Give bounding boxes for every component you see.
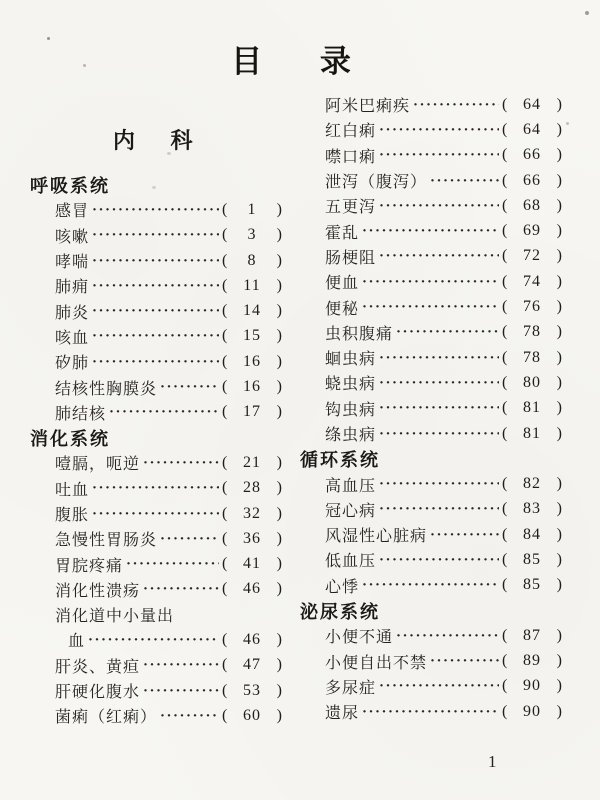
page-title: 目 录 — [231, 44, 353, 79]
toc-entry — [300, 168, 562, 193]
toc-entry-title: 咳血 — [55, 329, 90, 347]
toc-entry-title: 便血 — [325, 275, 360, 293]
toc-entry-page: ( 64 ) — [502, 120, 562, 138]
toc-entry-title: 低血压 — [325, 553, 377, 571]
dot-leader — [362, 703, 499, 721]
toc-entry-page: ( 82 ) — [502, 475, 562, 493]
toc-entry-title: 腹胀 — [55, 507, 90, 524]
toc-section-heading: 循环系统 — [300, 449, 380, 470]
dot-leader — [379, 197, 499, 215]
dot-leader — [379, 475, 499, 493]
toc-entry-title: 急慢性胃肠炎 — [55, 532, 158, 550]
dot-leader — [430, 526, 499, 544]
toc-entry-page-number: 78 — [523, 348, 541, 366]
toc-entry-page-number: 80 — [523, 373, 541, 391]
toc-entry — [300, 699, 562, 724]
toc-entry-page: ( 76 ) — [502, 298, 562, 316]
toc-entry-title: 小便自出不禁 — [325, 654, 428, 672]
dot-leader — [126, 555, 219, 573]
dot-leader — [379, 425, 499, 443]
toc-entry-page: ( 66 ) — [502, 171, 562, 189]
toc-entry-title: 阿米巴痢疾 — [325, 98, 411, 116]
toc-entry-title: 红白痢 — [325, 123, 377, 141]
toc-entry-page: ( 87 ) — [502, 626, 562, 644]
toc-entry — [300, 345, 562, 370]
toc-entry-page: ( 64 ) — [502, 95, 562, 113]
toc-entry-title: 菌痢（红痢） — [55, 709, 158, 727]
toc-entry — [300, 396, 562, 421]
toc-entry-page: ( 53 ) — [222, 681, 282, 699]
toc-entry-title: 心悸 — [325, 578, 360, 596]
dot-leader — [92, 353, 219, 371]
dot-leader — [362, 576, 499, 594]
scan-speckle — [47, 37, 50, 40]
toc-entry-title: 肝炎、黄疸 — [55, 658, 141, 676]
toc-entry-page: ( 81 ) — [502, 424, 562, 442]
toc-entry — [300, 547, 562, 572]
toc-entry — [300, 92, 562, 117]
toc-entry-page-number: 78 — [523, 323, 541, 341]
toc-entry-title: 吐血 — [55, 481, 90, 499]
toc-entry — [30, 197, 282, 222]
toc-entry-title: 肺炎 — [55, 304, 90, 322]
toc-entry-page: ( 47 ) — [222, 656, 282, 674]
toc-entry — [30, 223, 282, 248]
toc-entry-page-number: 74 — [523, 272, 541, 290]
toc-entry-page: ( 81 ) — [502, 399, 562, 417]
toc-entry — [300, 623, 562, 648]
toc-entry-title: 噤口痢 — [325, 148, 377, 166]
toc-entry-page: ( 28 ) — [222, 479, 282, 497]
toc-entry — [30, 324, 282, 349]
toc-section-heading: 泌尿系统 — [300, 601, 380, 622]
toc-entry-title: 肺痈 — [55, 279, 90, 297]
toc-entry-page-number: 68 — [523, 196, 541, 214]
toc-entry-page: ( 78 ) — [502, 323, 562, 341]
toc-entry — [300, 244, 562, 269]
toc-entry-page: ( 46 ) — [222, 630, 282, 648]
toc-entry — [30, 248, 282, 273]
toc-entry-page-number: 76 — [523, 298, 541, 316]
toc-entry-title: 消化道中小量出 — [55, 608, 175, 626]
toc-entry — [30, 602, 282, 627]
toc-entry-page: ( 21 ) — [222, 453, 282, 471]
toc-entry-page-number: 72 — [523, 247, 541, 265]
toc-entry-title: 霍乱 — [325, 224, 360, 242]
toc-entry — [30, 374, 282, 399]
toc-entry-page: ( 32 ) — [222, 504, 282, 522]
toc-entry-page: ( 85 ) — [502, 576, 562, 594]
dot-leader — [430, 172, 499, 190]
toc-entry-page-number: 66 — [523, 146, 541, 164]
toc-entry-page: ( 80 ) — [502, 373, 562, 391]
toc-entry — [30, 526, 282, 551]
toc-entry-page: ( 74 ) — [502, 272, 562, 290]
toc-entry-page: ( 16 ) — [222, 378, 282, 396]
toc-entry-title: 胃脘疼痛 — [55, 557, 124, 575]
dot-leader — [92, 277, 219, 295]
toc-entry-page: ( 16 ) — [222, 352, 282, 370]
scan-speckle — [152, 186, 156, 189]
toc-entry-page: ( 15 ) — [222, 327, 282, 345]
scan-speckle — [585, 11, 589, 15]
toc-entry-title: 小便不通 — [325, 629, 394, 647]
toc-entry-page-number: 16 — [243, 352, 261, 370]
dot-leader — [396, 627, 499, 645]
toc-entry-title: 虫积腹痛 — [325, 325, 394, 343]
footer-page-number: 1 — [488, 752, 497, 771]
toc-section-heading: 消化系统 — [30, 428, 110, 449]
toc-entry-title: 肝硬化腹水 — [55, 684, 141, 702]
toc-entry — [300, 294, 562, 319]
toc-entry-page: ( 85 ) — [502, 550, 562, 568]
toc-entry — [300, 269, 562, 294]
toc-entry — [30, 551, 282, 576]
dot-leader — [143, 656, 219, 674]
toc-entry-title: 血 — [68, 633, 86, 651]
toc-entry-page: ( 3 ) — [222, 226, 282, 244]
toc-entry-title: 哮喘 — [55, 254, 90, 272]
dot-leader — [160, 530, 219, 548]
toc-entry-page-number: 8 — [247, 251, 257, 269]
toc-entry — [30, 400, 282, 425]
toc-entry-page-number: 64 — [523, 120, 541, 138]
dot-leader — [92, 302, 219, 320]
toc-entry-page-number: 69 — [523, 222, 541, 240]
toc-entry-page-number: 85 — [523, 550, 541, 568]
toc-entry-page: ( 17 ) — [222, 403, 282, 421]
toc-section-heading: 呼吸系统 — [30, 175, 110, 196]
dot-leader — [413, 96, 499, 114]
toc-entry — [300, 117, 562, 142]
toc-entry-page-number: 46 — [243, 580, 261, 598]
toc-entry-page: ( 41 ) — [222, 555, 282, 573]
toc-entry-page: ( 66 ) — [502, 146, 562, 164]
toc-entry-page-number: 32 — [243, 504, 261, 522]
toc-entry-page-number: 87 — [523, 626, 541, 644]
toc-entry — [300, 471, 562, 496]
dot-leader — [362, 273, 499, 291]
dot-leader — [379, 247, 499, 265]
dot-leader — [379, 399, 499, 417]
toc-entry — [30, 450, 282, 475]
toc-entry-title: 泄泻（腹泻） — [325, 174, 428, 192]
toc-entry — [300, 649, 562, 674]
toc-entry-page: ( 36 ) — [222, 529, 282, 547]
toc-entry — [300, 421, 562, 446]
dot-leader — [92, 505, 219, 523]
toc-entry-page-number: 85 — [523, 576, 541, 594]
toc-entry — [300, 573, 562, 598]
toc-entry-page-number: 53 — [243, 681, 261, 699]
toc-entry — [300, 218, 562, 243]
dot-leader — [396, 323, 499, 341]
toc-entry-page-number: 15 — [243, 327, 261, 345]
toc-entry-page: ( 90 ) — [502, 677, 562, 695]
toc-entry-title: 钩虫病 — [325, 401, 377, 419]
toc-entry-page-number: 90 — [523, 677, 541, 695]
toc-entry-page-number: 64 — [523, 95, 541, 113]
dot-leader — [379, 121, 499, 139]
toc-entry-page-number: 21 — [243, 453, 261, 471]
dot-leader — [430, 652, 499, 670]
toc-entry — [30, 703, 282, 728]
dot-leader — [379, 374, 499, 392]
toc-entry-title: 风湿性心脏病 — [325, 528, 428, 546]
dot-leader — [160, 707, 219, 725]
toc-entry-page-number: 81 — [523, 399, 541, 417]
toc-entry-page-number: 60 — [243, 706, 261, 724]
toc-entry-title: 噎膈，呃逆 — [55, 456, 141, 474]
dot-leader — [92, 201, 219, 219]
toc-entry-title: 肺结核 — [55, 405, 107, 423]
toc-entry-page: ( 84 ) — [502, 525, 562, 543]
toc-entry-page: ( 46 ) — [222, 580, 282, 598]
toc-entry-page: ( 68 ) — [502, 196, 562, 214]
dot-leader — [143, 682, 219, 700]
dot-leader — [88, 631, 219, 649]
toc-entry — [300, 674, 562, 699]
toc-entry-page: ( 11 ) — [222, 276, 282, 294]
toc-entry-page: ( 78 ) — [502, 348, 562, 366]
toc-entry-page-number: 47 — [243, 656, 261, 674]
toc-entry-page-number: 11 — [243, 276, 261, 294]
toc-entry-page: ( 60 ) — [222, 706, 282, 724]
toc-column-left — [30, 172, 282, 729]
toc-entry — [30, 349, 282, 374]
dot-leader — [92, 226, 219, 244]
toc-entry-title: 消化性溃疡 — [55, 582, 141, 600]
toc-entry-page: ( 83 ) — [502, 500, 562, 518]
toc-entry-page-number: 41 — [243, 555, 261, 573]
dot-leader — [92, 252, 219, 270]
toc-entry — [30, 577, 282, 602]
toc-entry — [300, 370, 562, 395]
toc-entry-page-number: 14 — [243, 302, 261, 320]
toc-entry-title: 结核性胸膜炎 — [55, 380, 158, 398]
dot-leader — [379, 146, 499, 164]
toc-entry — [300, 193, 562, 218]
dot-leader — [160, 378, 219, 396]
toc-entry — [300, 522, 562, 547]
toc-entry-page: ( 69 ) — [502, 222, 562, 240]
toc-entry-title: 肠梗阻 — [325, 249, 377, 267]
part-heading-internal-medicine: 内 科 — [113, 128, 195, 153]
dot-leader — [379, 551, 499, 569]
toc-entry — [30, 501, 282, 526]
dot-leader — [143, 454, 219, 472]
toc-entry — [30, 653, 282, 678]
toc-entry — [300, 497, 562, 522]
toc-entry-title: 感冒 — [55, 203, 90, 221]
toc-entry-page-number: 36 — [243, 529, 261, 547]
toc-entry-page-number: 84 — [523, 525, 541, 543]
toc-entry — [30, 678, 282, 703]
toc-entry-title: 绦虫病 — [325, 427, 377, 444]
toc-entry-page-number: 3 — [247, 226, 257, 244]
toc-entry-page: ( 14 ) — [222, 302, 282, 320]
toc-entry-page-number: 90 — [523, 702, 541, 720]
toc-entry — [30, 298, 282, 323]
toc-column-right — [300, 92, 562, 724]
dot-leader — [362, 298, 499, 316]
dot-leader — [92, 327, 219, 345]
toc-entry-page-number: 17 — [243, 403, 261, 421]
toc-entry-title: 便秘 — [325, 300, 360, 318]
dot-leader — [379, 349, 499, 367]
toc-entry-title: 矽肺 — [55, 355, 90, 373]
toc-entry-page: ( 72 ) — [502, 247, 562, 265]
toc-entry-page-number: 81 — [523, 424, 541, 442]
dot-leader — [379, 677, 499, 695]
toc-entry-title: 多尿症 — [325, 679, 377, 697]
toc-entry-page-number: 66 — [523, 171, 541, 189]
dot-leader — [109, 403, 219, 421]
dot-leader — [143, 580, 219, 598]
toc-entry-page: ( 89 ) — [502, 652, 562, 670]
toc-entry-title: 蛔虫病 — [325, 351, 377, 369]
toc-entry-page-number: 1 — [247, 200, 257, 218]
toc-entry-title: 蛲虫病 — [325, 376, 377, 394]
scan-speckle — [167, 152, 171, 155]
toc-entry-page-number: 82 — [523, 475, 541, 493]
toc-entry-page-number: 28 — [243, 479, 261, 497]
toc-entry-page: ( 8 ) — [222, 251, 282, 269]
toc-entry-page-number: 89 — [523, 652, 541, 670]
toc-entry-title: 高血压 — [325, 477, 377, 495]
dot-leader — [362, 222, 499, 240]
scan-speckle — [83, 64, 86, 67]
toc-entry — [300, 143, 562, 168]
toc-entry — [30, 273, 282, 298]
toc-entry-page-number: 16 — [243, 378, 261, 396]
toc-entry-page-number: 46 — [243, 630, 261, 648]
toc-entry — [30, 627, 282, 652]
toc-entry-title: 咳嗽 — [55, 228, 90, 246]
toc-entry — [30, 476, 282, 501]
dot-leader — [379, 500, 499, 518]
scan-speckle — [566, 122, 569, 125]
toc-entry — [300, 320, 562, 345]
toc-entry-page-number: 83 — [523, 500, 541, 518]
toc-entry-page: ( 90 ) — [502, 702, 562, 720]
dot-leader — [92, 479, 219, 497]
toc-entry-title: 冠心病 — [325, 502, 377, 520]
toc-entry-page: ( 1 ) — [222, 200, 282, 218]
toc-entry-title: 遗尿 — [325, 705, 360, 723]
toc-entry-title: 五更泻 — [325, 199, 377, 217]
